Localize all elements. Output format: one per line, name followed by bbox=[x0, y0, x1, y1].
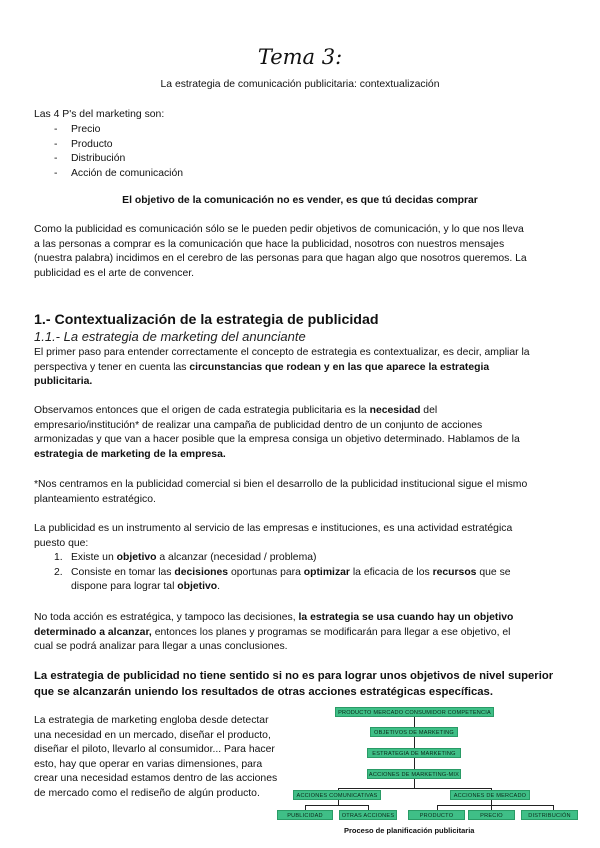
four-ps-list bbox=[54, 123, 183, 181]
paragraph-context: El primer paso para entender correctamente el concepto de estrategia es contextualizar, es decir, ampliar la perspectiva y tener en cuenta las circunstancias que rodean y en las que aparece la estrategia publicitaria. bbox=[34, 347, 530, 388]
page-title: Tema 3: bbox=[257, 45, 343, 69]
paragraph-communication: Como la publicidad es comunicación sólo se le pueden pedir objetivos de comunicación, y lo que nos lleva a las personas a comprar es la comunicación que hace la publicidad, nosotros con nuestros mensajes (nuestra palabra) incidimos en el cerebro de las personas para que hagan algo que nosotros queremos. La publicidad es el arte de convencer. bbox=[34, 224, 527, 279]
diagram-box-top: PRODUCTO MERCADO CONSUMIDOR COMPETENCIA bbox=[335, 707, 494, 717]
paragraph-note: *Nos centramos en la publicidad comercial si bien el desarrollo de la publicidad institucional sigue el mismo planteamiento estratégico. bbox=[34, 479, 528, 505]
page-subtitle: La estrategia de comunicación publicitaria: contextualización bbox=[160, 79, 440, 90]
list-item: - Distribución bbox=[54, 152, 183, 167]
intro-lead: Las 4 P's del marketing son: bbox=[34, 109, 165, 120]
paragraph-instrument: La publicidad es un instrumento al servicio de las empresas e instituciones, es una actividad estratégica puesto que: bbox=[34, 523, 513, 549]
paragraph-origin: Observamos entonces que el origen de cada estrategia publicitaria es la necesidad del empresario/institución* de realizar una campaña de publicidad dentro de un conjunto de acciones armonizadas y que van a hacer posible que la empresa consiga un objetivo determinado. Hablamos de la estrategia de marketing de la empresa. bbox=[34, 405, 520, 460]
paragraph-decisions: No toda acción es estratégica, y tampoco las decisiones, la estrategia se usa cuando hay un objetivo determinado a alcanzar, entonces los planes y programas se modificarán para llegar a ese objetivo, el cual se podrá analizar para llegar a unas conclusiones. bbox=[34, 612, 514, 653]
list-item: - Precio bbox=[54, 123, 183, 138]
diagram-box-objectives: OBJETIVOS DE MARKETING bbox=[370, 727, 458, 737]
section-heading: 1.- Contextualización de la estrategia de publicidad bbox=[34, 312, 379, 328]
diagram-box-communication: ACCIONES COMUNICATIVAS bbox=[293, 790, 381, 800]
list-item: - Acción de comunicación bbox=[54, 167, 183, 182]
strategic-reasons-list bbox=[54, 551, 566, 595]
diagram-box-other-actions: OTRAS ACCIONES bbox=[339, 810, 397, 820]
paragraph-marketing-strategy: La estrategia de marketing engloba desde detectar una necesidad en un mercado, diseñar el producto, diseñar el piloto, llevarlo al consumidor... Para hacer esto, hay que operar en varias dimensiones, para crear una necesidad estamos dentro de las acciones de mercado como el rediseño de algún producto. bbox=[34, 715, 278, 799]
diagram-box-price: PRECIO bbox=[468, 810, 515, 820]
diagram-caption: Proceso de planificación publicitaria bbox=[344, 826, 475, 835]
list-item: 1. Existe un objetivo a alcanzar (necesidad / problema) bbox=[54, 552, 317, 563]
diagram-box-mix: ACCIONES DE MARKETING-MIX bbox=[367, 769, 461, 779]
diagram-box-product: PRODUCTO bbox=[408, 810, 465, 820]
key-statement: El objetivo de la comunicación no es vender, es que tú decidas comprar bbox=[122, 195, 478, 206]
bold-statement: La estrategia de publicidad no tiene sentido si no es para lograr unos objetivos de nivel superior que se alcanzarán uniendo los resultados de otras acciones estratégicas específicas. bbox=[34, 670, 554, 698]
diagram-box-market: ACCIONES DE MERCADO bbox=[450, 790, 530, 800]
diagram-box-distribution: DISTRIBUCIÓN bbox=[521, 810, 578, 820]
section-subheading: 1.1.- La estrategia de marketing del anunciante bbox=[34, 329, 306, 344]
list-item: - Producto bbox=[54, 138, 183, 153]
list-item: 2. Consiste en tomar las decisiones oportunas para optimizar la eficacia de los recursos que se dispone para lograr tal objetivo. bbox=[54, 566, 511, 593]
diagram-box-advertising: PUBLICIDAD bbox=[277, 810, 333, 820]
diagram-box-strategy: ESTRATEGIA DE MARKETING bbox=[367, 748, 461, 758]
